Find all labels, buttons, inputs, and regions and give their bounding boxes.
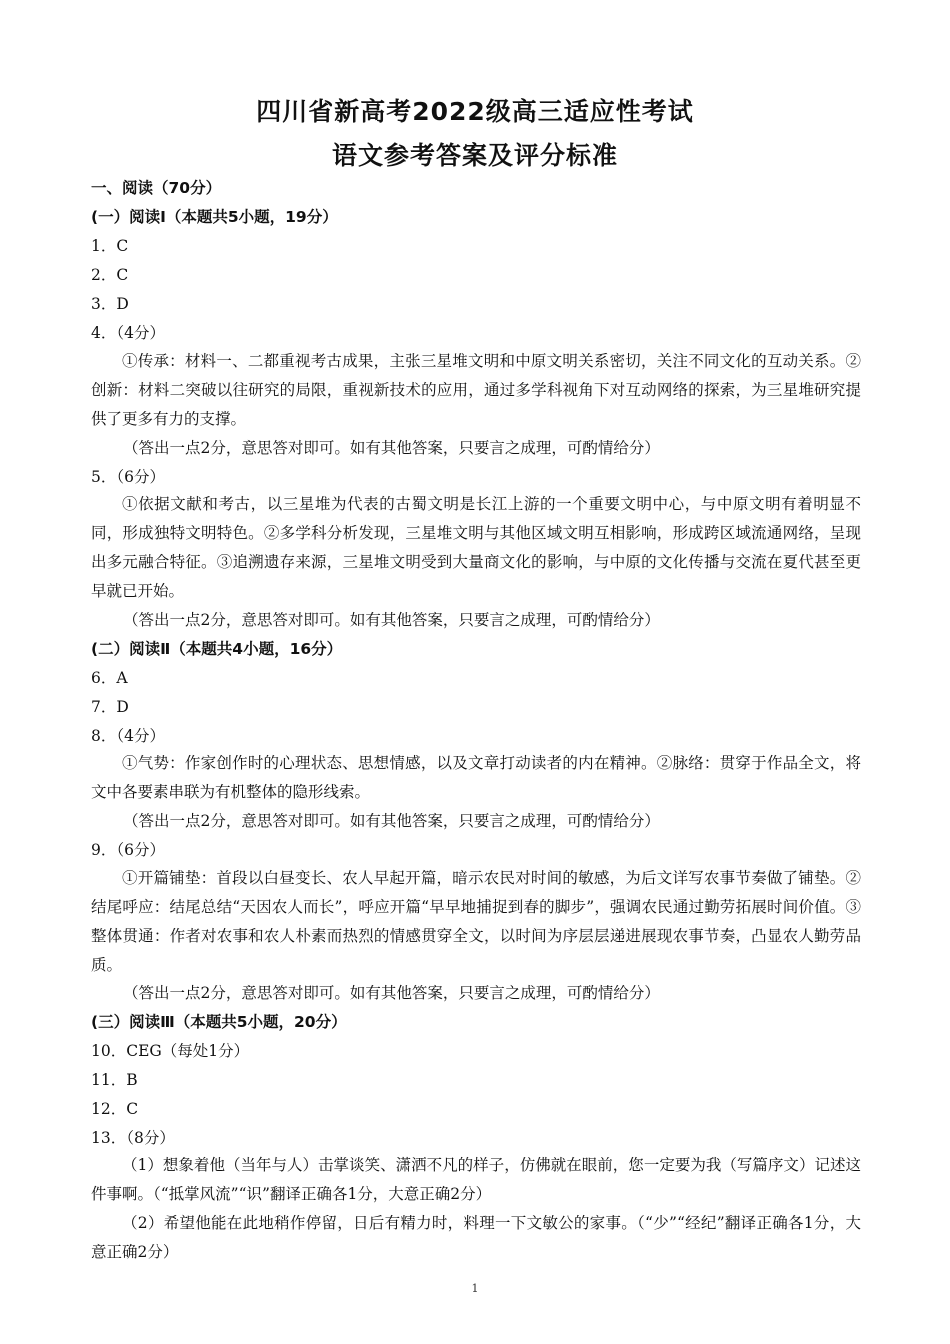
subsection-heading-reading-2: (二）阅读Ⅱ（本题共4小题，16分） (91, 640, 343, 658)
answer-q10: 10．CEG（每处1分） (91, 1042, 250, 1060)
answer-q11: 11．B (91, 1071, 138, 1089)
scoring-note-q4: （答出一点2分，意思答对即可。如有其他答案，只要言之成理，可酌情给分） (123, 439, 660, 457)
scoring-note-q9: （答出一点2分，意思答对即可。如有其他答案，只要言之成理，可酌情给分） (123, 984, 660, 1002)
answer-q4-text: ①传承：材料一、二都重视考古成果，主张三星堆文明和中原文明关系密切，关注不同文化的互动关系。②创新：材料二突破以往研究的局限，重视新技术的应用，通过多学科视角下对互动网络的探索，为三星堆研究提供了更多有力的支撑。 (91, 352, 861, 428)
subsection-label: (一）阅读Ⅰ（本题共5小题，19分） (91, 208, 338, 226)
scoring-note-q5: （答出一点2分，意思答对即可。如有其他答案，只要言之成理，可酌情给分） (123, 611, 660, 629)
answer-q5-text: ①依据文献和考古，以三星堆为代表的古蜀文明是长江上游的一个重要文明中心，与中原文明有着明显不同，形成独特文明特色。②多学科分析发现，三星堆文明与其他区域文明互相影响，形成跨区域流通网络，呈现出多元融合特征。③追溯遗存来源，三星堆文明受到大量商文化的影响，与中原的文化传播与交流在夏代甚至更早就已开始。 (91, 495, 861, 600)
question-q13: 13．（8分） (91, 1129, 175, 1147)
page-number: 1 (471, 1282, 479, 1295)
answer-q7: 7．D (91, 698, 129, 716)
section-heading-reading: 一、阅读（70分） (91, 179, 222, 197)
answer-q13-part2: （2）希望他能在此地稍作停留，日后有精力时，料理一下文敏公的家事。（“少”“经纪”翻译正确各1分，大意正确2分） (91, 1214, 861, 1261)
answer-q12: 12．C (91, 1100, 139, 1118)
document-subtitle: 语文参考答案及评分标准 (331, 141, 618, 170)
scoring-note-q8: （答出一点2分，意思答对即可。如有其他答案，只要言之成理，可酌情给分） (123, 812, 660, 830)
question-q5: 5．（6分） (91, 468, 165, 486)
answer-q2: 2．C (91, 266, 129, 284)
answer-q9-text: ①开篇铺垫：首段以白昼变长、农人早起开篇，暗示农民对时间的敏感，为后文详写农事节奏做了铺垫。②结尾呼应：结尾总结“天因农人而长”，呼应开篇“早早地捕捉到春的脚步”，强调农民通过勤劳拓展时间价值。③整体贯通：作者对农事和农人朴素而热烈的情感贯穿全文，以时间为序层层递进展现农事节奏，凸显农人勤劳品质。 (91, 869, 861, 974)
answer-q1: 1．C (91, 237, 129, 255)
document-title: 四川省新高考2022级高三适应性考试 (256, 97, 694, 126)
subsection-heading-reading-1 (91, 207, 861, 227)
answer-q3: 3．D (91, 295, 129, 313)
question-q4: 4．（4分） (91, 324, 165, 342)
subsection-heading-reading-3: (三）阅读Ⅲ（本题共5小题，20分） (91, 1013, 347, 1031)
answer-q8-text: ①气势：作家创作时的心理状态、思想情感，以及文章打动读者的内在精神。②脉络：贯穿于作品全文，将文中各要素串联为有机整体的隐形线索。 (91, 754, 861, 801)
question-q8: 8．（4分） (91, 727, 165, 745)
question-q9: 9．（6分） (91, 841, 165, 859)
answer-q6: 6．A (91, 669, 128, 687)
answer-q13-part1: （1）想象着他（当年与人）击掌谈笑、潇洒不凡的样子，仿佛就在眼前，您一定要为我（写篇序文）记述这件事啊。（“抵掌风流”“识”翻译正确各1分，大意正确2分） (91, 1156, 861, 1203)
